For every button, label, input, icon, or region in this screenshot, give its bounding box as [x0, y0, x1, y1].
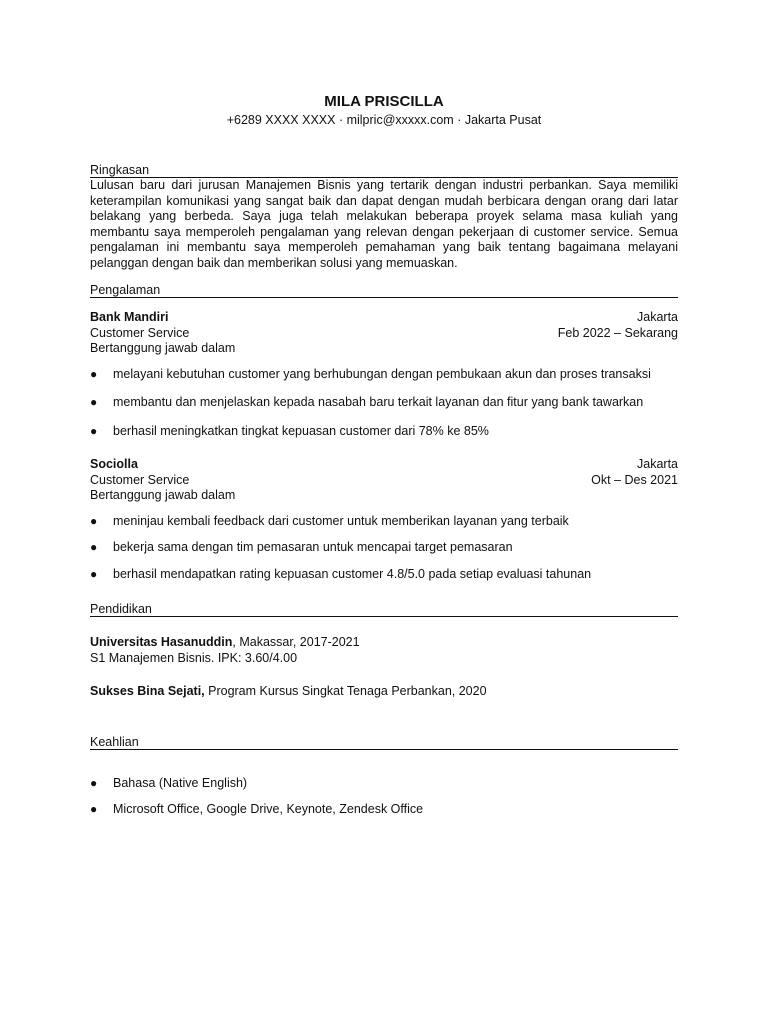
skills-list	[90, 776, 678, 818]
section-title-experience: Pengalaman	[90, 283, 678, 298]
job-role: Customer Service	[90, 325, 190, 340]
list-item: ● Bahasa (Native English)	[90, 775, 248, 790]
list-item: ● membantu dan menjelaskan kepada nasabah baru terkait layanan dan fitur yang bank tawarkan	[90, 395, 644, 409]
section-title-skills: Keahlian	[90, 735, 678, 750]
job-dates: Okt – Des 2021	[591, 472, 678, 487]
job-dates: Feb 2022 – Sekarang	[557, 325, 678, 340]
section-title-education: Pendidikan	[90, 602, 678, 617]
list-item: ● Microsoft Office, Google Drive, Keynote, Zendesk Office	[90, 802, 424, 816]
list-item: ● berhasil mendapatkan rating kepuasan customer 4.8/5.0 pada setiap evaluasi tahunan	[90, 566, 592, 581]
job-company: Bank Mandiri	[90, 310, 169, 324]
job-bullets	[90, 367, 678, 440]
job-entry-sociolla	[90, 457, 678, 582]
bullet-icon: ●	[90, 395, 98, 409]
list-item: ● berhasil meningkatkan tingkat kepuasan customer dari 78% ke 85%	[90, 423, 489, 438]
job-intro: Bertanggung jawab dalam	[90, 341, 236, 355]
bullet-icon: ●	[90, 513, 98, 528]
list-item: ● meninjau kembali feedback dari customer untuk memberikan layanan yang terbaik	[90, 513, 569, 528]
education-school: Sukses Bina Sejati,	[90, 684, 205, 698]
job-location: Jakarta	[637, 310, 678, 324]
bullet-icon: ●	[90, 423, 98, 438]
list-item: ● bekerja sama dengan tim pemasaran untuk mencapai target pemasaran	[90, 540, 513, 554]
bullet-icon: ●	[90, 802, 98, 816]
job-location: Jakarta	[637, 457, 678, 471]
education-entry	[90, 635, 678, 666]
education-entry	[90, 684, 678, 700]
section-title-summary: Ringkasan	[90, 163, 678, 178]
education-school: Universitas Hasanuddin	[90, 635, 233, 649]
list-item: ● melayani kebutuhan customer yang berhubungan dengan pembukaan akun dan proses transaksi	[90, 366, 651, 381]
summary-text: Lulusan baru dari jurusan Manajemen Bisnis yang tertarik dengan industri perbankan. Saya memiliki keterampilan komunikasi yang sangat baik dan dapat dengan mudah berbicara dengan orang dari latar belakang yang berbeda. Saya juga telah melakukan beberapa proyek selama masa kuliah yang membantu saya memperoleh pengalaman yang relevan dengan pekerjaan di customer service. Semua pengalaman ini membantu saya memperoleh pemahaman yang baik tentang bagaimana melayani pelanggan dengan baik dan memberikan solusi yang memuaskan.	[90, 178, 678, 270]
job-company: Sociolla	[90, 457, 138, 471]
bullet-icon: ●	[90, 366, 98, 381]
job-entry-bank-mandiri	[90, 310, 678, 439]
candidate-name: MILA PRISCILLA	[324, 93, 444, 110]
education-details: Program Kursus Singkat Tenaga Perbankan, 2020	[204, 684, 487, 698]
bullet-icon: ●	[90, 540, 98, 554]
job-bullets	[90, 514, 678, 583]
education-details: , Makassar, 2017-2021	[232, 635, 360, 649]
bullet-icon: ●	[90, 566, 98, 581]
job-intro: Bertanggung jawab dalam	[90, 488, 236, 502]
bullet-icon: ●	[90, 775, 98, 790]
job-role: Customer Service	[90, 472, 190, 487]
education-degree: S1 Manajemen Bisnis. IPK: 3.60/4.00	[90, 650, 298, 665]
contact-line: +6289 XXXX XXXX · milpric@xxxxx.com · Jakarta Pusat	[226, 113, 542, 127]
resume-page	[90, 92, 678, 818]
